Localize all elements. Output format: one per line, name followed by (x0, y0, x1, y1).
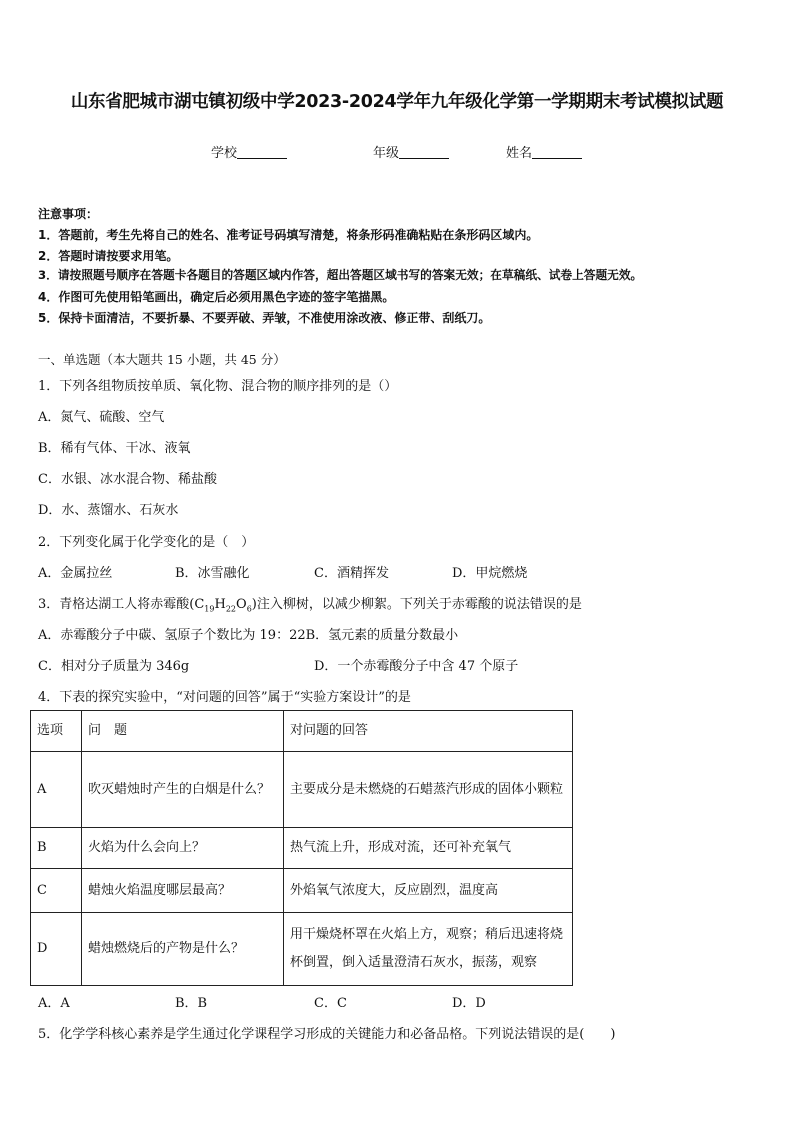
q1-stem: 1．下列各组物质按单质、氧化物、混合物的顺序排列的是（） (38, 379, 398, 394)
q3-option-c: C．相对分子质量为 346g (38, 659, 190, 674)
q2-option-d: D．甲烷燃烧 (452, 566, 528, 581)
table-header-cell: 对问题的回答 (284, 711, 573, 752)
note-item: 3．请按照题号顺序在答题卡各题目的答题区域内作答，超出答题区域书写的答案无效；在草稿纸、试卷上答题无效。 (38, 268, 643, 282)
school-label: 学校 (211, 146, 238, 161)
notes-title: 注意事项： (38, 207, 99, 221)
q3-stem (38, 593, 582, 614)
table-cell-answer: 热气流上升，形成对流，还可补充氧气 (284, 828, 573, 869)
q1-option-c: C．水银、冰水混合物、稀盐酸 (38, 472, 217, 487)
table-cell-question: 火焰为什么会向上？ (82, 828, 284, 869)
table-cell-answer: 外焰氧气浓度大，反应剧烈，温度高 (284, 869, 573, 913)
table-row (31, 913, 573, 986)
table-cell-question: 吹灭蜡烛时产生的白烟是什么？ (82, 752, 284, 828)
table-row (31, 828, 573, 869)
q4-option-d: D．D (452, 996, 486, 1011)
q3-stem-post: )注入柳树，以减少柳絮。下列关于赤霉酸的说法错误的是 (251, 597, 582, 612)
school-field (211, 142, 287, 161)
grade-field (373, 142, 449, 161)
note-item: 2．答题时请按要求用笔。 (38, 249, 179, 263)
table-cell-option: D (31, 913, 82, 986)
q2-option-a: A．金属拉丝 (38, 566, 113, 581)
name-blank (532, 145, 582, 159)
q5-stem: 5．化学学科核心素养是学生通过化学课程学习形成的关键能力和必备品格。下列说法错误的是( ) (38, 1027, 616, 1042)
name-field (506, 142, 582, 161)
note-item: 5．保持卡面清洁，不要折暴、不要弄破、弄皱，不准使用涂改液、修正带、刮纸刀。 (38, 311, 491, 325)
table-cell-option: C (31, 869, 82, 913)
q1-option-b: B．稀有气体、干冰、液氧 (38, 441, 191, 456)
q3-option-d: D．一个赤霉酸分子中含 47 个原子 (314, 659, 519, 674)
q4-option-a: A．A (38, 996, 70, 1011)
q3-sub-h: 22 (225, 604, 237, 614)
section-heading: 一、单选题（本大题共 15 小题，共 45 分） (38, 352, 286, 367)
q2-option-c: C．酒精挥发 (314, 566, 389, 581)
table-cell-answer: 主要成分是未燃烧的石蜡蒸汽形成的固体小颗粒 (284, 752, 573, 828)
table-cell-option: A (31, 752, 82, 828)
table-cell-option: B (31, 828, 82, 869)
note-item: 4．作图可先使用铅笔画出，确定后必须用黑色字迹的签字笔描黑。 (38, 290, 395, 304)
note-item: 1．答题前，考生先将自己的姓名、准考证号码填写清楚，将条形码准确粘贴在条形码区域内。 (38, 228, 539, 242)
q2-stem: 2．下列变化属于化学变化的是（ ） (38, 535, 255, 550)
table-cell-question: 蜡烛火焰温度哪层最高？ (82, 869, 284, 913)
q4-option-b: B．B (175, 996, 208, 1011)
q4-stem: 4．下表的探究实验中，“对问题的回答”属于“实验方案设计”的是 (38, 690, 411, 705)
q3-h: H (214, 597, 226, 612)
q3-sub-o: 6 (246, 604, 252, 614)
name-label: 姓名 (506, 146, 533, 161)
q1-option-d: D．水、蒸馏水、石灰水 (38, 503, 179, 518)
q3-option-ab: A．赤霉酸分子中碳、氢原子个数比为 19：22B．氢元素的质量分数最小 (38, 628, 459, 643)
table-header-row (31, 711, 573, 752)
table-cell-question: 蜡烛燃烧后的产物是什么？ (82, 913, 284, 986)
grade-label: 年级 (373, 146, 400, 161)
q2-option-b: B．冰雪融化 (175, 566, 250, 581)
table-header-cell: 选项 (31, 711, 82, 752)
table-cell-answer: 用干燥烧杯罩在火焰上方，观察；稍后迅速将烧杯倒置，倒入适量澄清石灰水，振荡，观察 (284, 913, 573, 986)
q3-o: O (236, 597, 247, 612)
table-row (31, 752, 573, 828)
q4-option-c: C．C (314, 996, 347, 1011)
q4-table (30, 710, 573, 986)
q3-stem-pre: 3．青格达湖工人将赤霉酸(C (38, 597, 205, 612)
q1-option-a: A．氮气、硫酸、空气 (38, 410, 165, 425)
table-row (31, 869, 573, 913)
table-header-cell: 问 题 (82, 711, 284, 752)
page-title: 山东省肥城市湖屯镇初级中学2023-2024学年九年级化学第一学期期末考试模拟试题 (70, 92, 724, 112)
school-blank (237, 145, 287, 159)
grade-blank (399, 145, 449, 159)
q3-sub-c: 19 (204, 604, 215, 614)
